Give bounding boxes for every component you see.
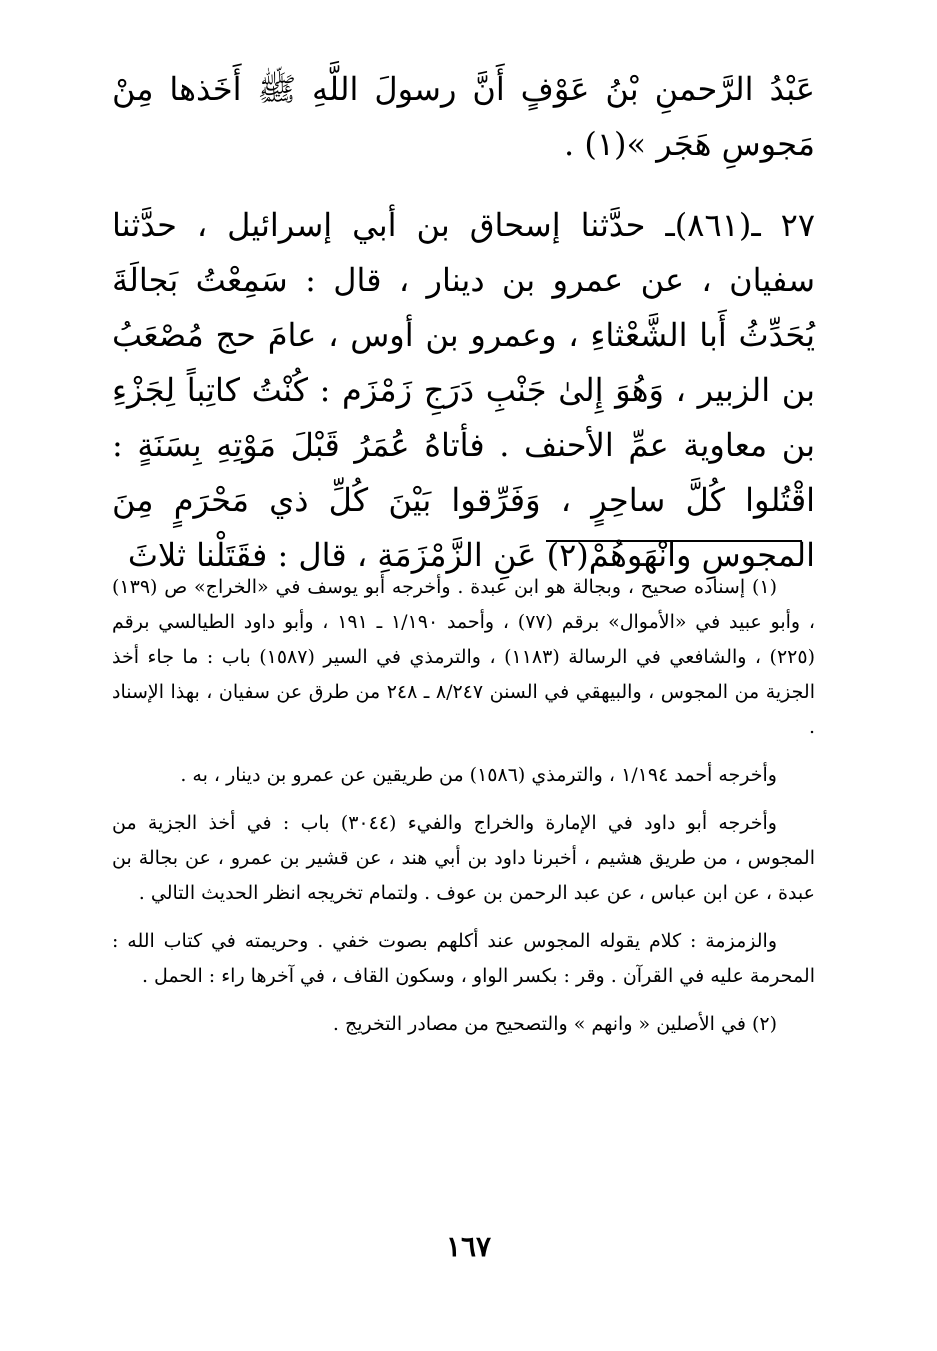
main-paragraph-1: عَبْدُ الرَّحمنِ بْنُ عَوْفٍ أَنَّ رسولَ اللَّهِ ﷺ أَخَذها مِنْ مَجوسِ هَجَر »(١) . — [112, 70, 815, 163]
main-paragraph-2: ٢٧ ـ(٨٦١)ـ حدَّثنا إسحاق بن أبي إسرائيل ، حدَّثنا سفيان ، عن عمرو بن دينار ، قال : سَمِعْتُ بَجالَةَ يُحَدِّثُ أَبا الشَّعْثاءِ ، وعمرو بن أوس ، عامَ حج مُصْعَبُ بن الزبير ، وَهُوَ إِلىٰ جَنْبِ دَرَجِ زَمْزَم : كُنْتُ كاتِباً لِجَزْءِ بن معاوية عمِّ الأحنف . فأتاهُ عُمَرُ قَبْلَ مَوْتِهِ بِسَنَةٍ : اقْتُلوا كُلَّ ساحِرٍ ، وَفَرِّقوا بَيْنَ كُلِّ ذي مَحْرَمٍ مِنَ المجوسِ وانْهَوهُمْ(٢) عَنِ الزَّمْزَمَةِ ، قال : فقَتَلْنا ثلاثَ — [112, 206, 816, 574]
main-text — [112, 62, 815, 583]
footnotes — [112, 570, 815, 1055]
page-number: ١٦٧ — [445, 1230, 492, 1263]
footnote-1-continued-a: وأخرجه أحمد ١/١٩٤ ، والترمذي (١٥٨٦) من طريقين عن عمرو بن دينار ، به . — [180, 764, 777, 786]
footnote-1-continued-b: وأخرجه أبو داود في الإمارة والخراج والفيء (٣٠٤٤) باب : في أخذ الجزية من المجوس ، من طريق هشيم ، أخبرنا داود بن أبي هند ، عن قشير بن عمرو ، عن بجالة بن عبدة ، عن ابن عباس ، عن عبد الرحمن بن عوف . ولتمام تخريجه انظر الحديث التالي . — [112, 812, 815, 904]
footnote-1-gloss: والزمزمة : كلام يقوله المجوس عند أكلهم بصوت خفي . وحريمته في كتاب الله : المحرمة عليه في القرآن . وقر : بكسر الواو ، وسكون القاف ، في آخرها راء : الحمل . — [112, 930, 815, 987]
footnote-2: (٢) في الأصلين « وانهم » والتصحيح من مصادر التخريج . — [332, 1013, 777, 1035]
footnote-1: (١) إسناده صحيح ، وبجالة هو ابن عبدة . وأخرجه أبو يوسف في «الخراج» ص (١٣٩) ، وأبو عبيد في «الأموال» برقم (٧٧) ، وأحمد ١/١٩٠ ـ ١٩١ ، وأبو داود الطيالسي برقم (٢٢٥) ، والشافعي في الرسالة (١١٨٣) ، والترمذي في السير (١٥٨٧) باب : ما جاء أخذ الجزية من المجوس ، والبيهقي في السنن ٨/٢٤٧ ـ ٢٤٨ من طرق عن سفيان ، بهذا الإسناد . — [112, 576, 815, 738]
footnote-separator — [546, 540, 802, 542]
